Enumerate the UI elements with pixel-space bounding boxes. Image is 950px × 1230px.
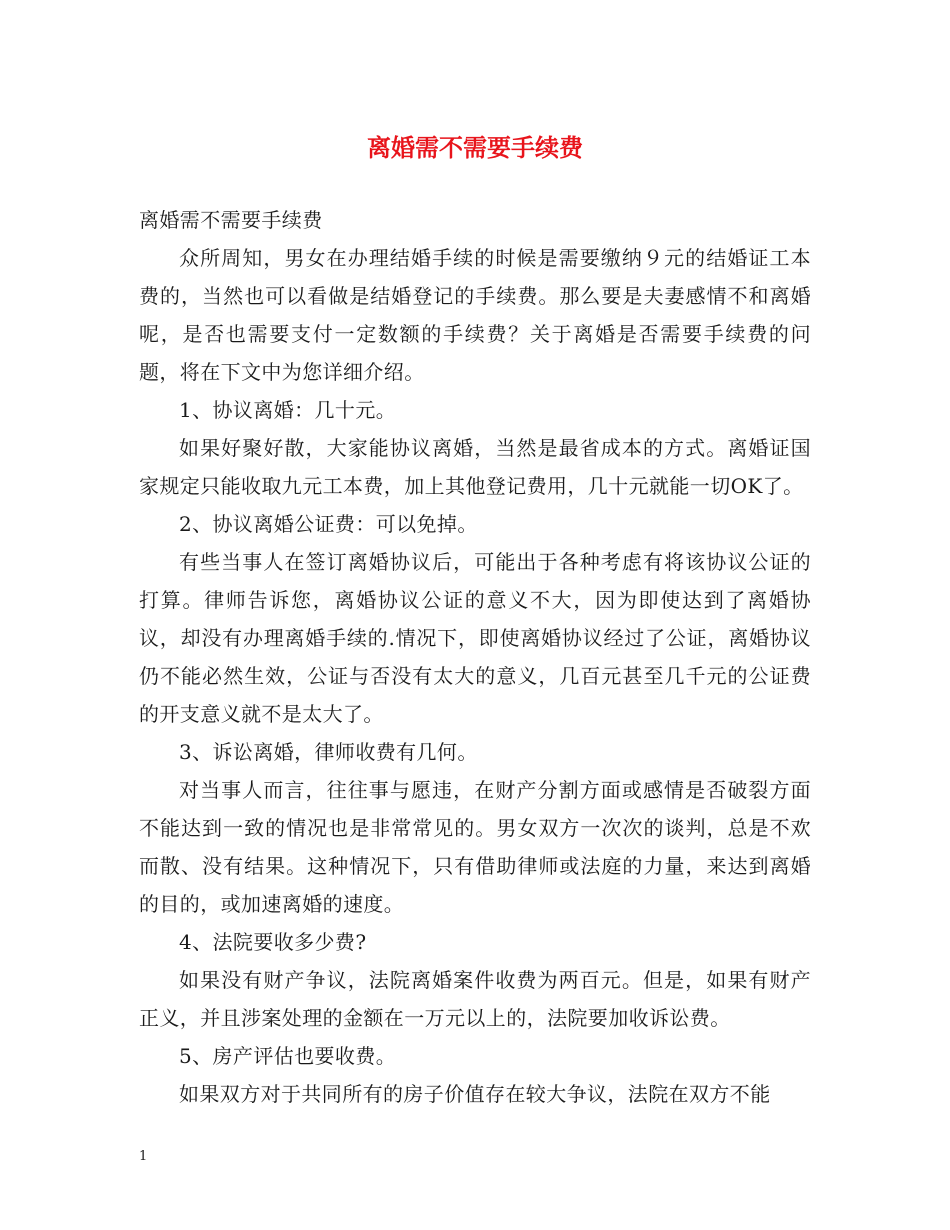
item-paragraph-5: 如果双方对于共同所有的房子价值存在较大争议，法院在双方不能 [179, 1082, 771, 1106]
item-paragraph-2: 有些当事人在签订离婚协议后，可能出于各种考虑有将该协议公证的打算。律师告诉您，离婚协议公证的意义不大，因为即使达到了离婚协议，却没有办理离婚手续的.情况下，即使离婚协议经过了公证，离婚协议仍不能必然生效，公证与否没有太大的意义，几百元甚至几千元的公证费的开支意义就不是太大了。 [139, 550, 811, 726]
document-title: 离婚需不需要手续费 [367, 134, 583, 162]
document-body [139, 201, 811, 1113]
item-paragraph-3: 对当事人而言，往往事与愿违，在财产分割方面或感情是否破裂方面不能达到一致的情况也是非常常见的。男女双方一次次的谈判，总是不欢而散、没有结果。这种情况下，只有借助律师或法庭的力量，来达到离婚的目的，或加速离婚的速度。 [139, 778, 811, 916]
item-heading-5: 5、房产评估也要收费。 [179, 1044, 397, 1068]
item-heading-3: 3、诉讼离婚，律师收费有几何。 [179, 740, 478, 764]
section-heading: 离婚需不需要手续费 [139, 208, 323, 232]
page-number: 1 [139, 1149, 148, 1164]
item-heading-4: 4、法院要收多少费? [179, 930, 367, 954]
item-heading-2: 2、协议离婚公证费：可以免掉。 [179, 512, 478, 536]
intro-paragraph: 众所周知，男女在办理结婚手续的时候是需要缴纳９元的结婚证工本费的，当然也可以看做是结婚登记的手续费。那么要是夫妻感情不和离婚呢，是否也需要支付一定数额的手续费？关于离婚是否需要手续费的问题，将在下文中为您详细介绍。 [139, 246, 811, 384]
item-heading-1: 1、协议离婚：几十元。 [179, 398, 397, 422]
item-paragraph-1: 如果好聚好散，大家能协议离婚，当然是最省成本的方式。离婚证国家规定只能收取九元工本费，加上其他登记费用，几十元就能一切OK了。 [139, 436, 811, 498]
item-paragraph-4: 如果没有财产争议，法院离婚案件收费为两百元。但是，如果有财产正义，并且涉案处理的金额在一万元以上的，法院要加收诉讼费。 [139, 968, 811, 1030]
